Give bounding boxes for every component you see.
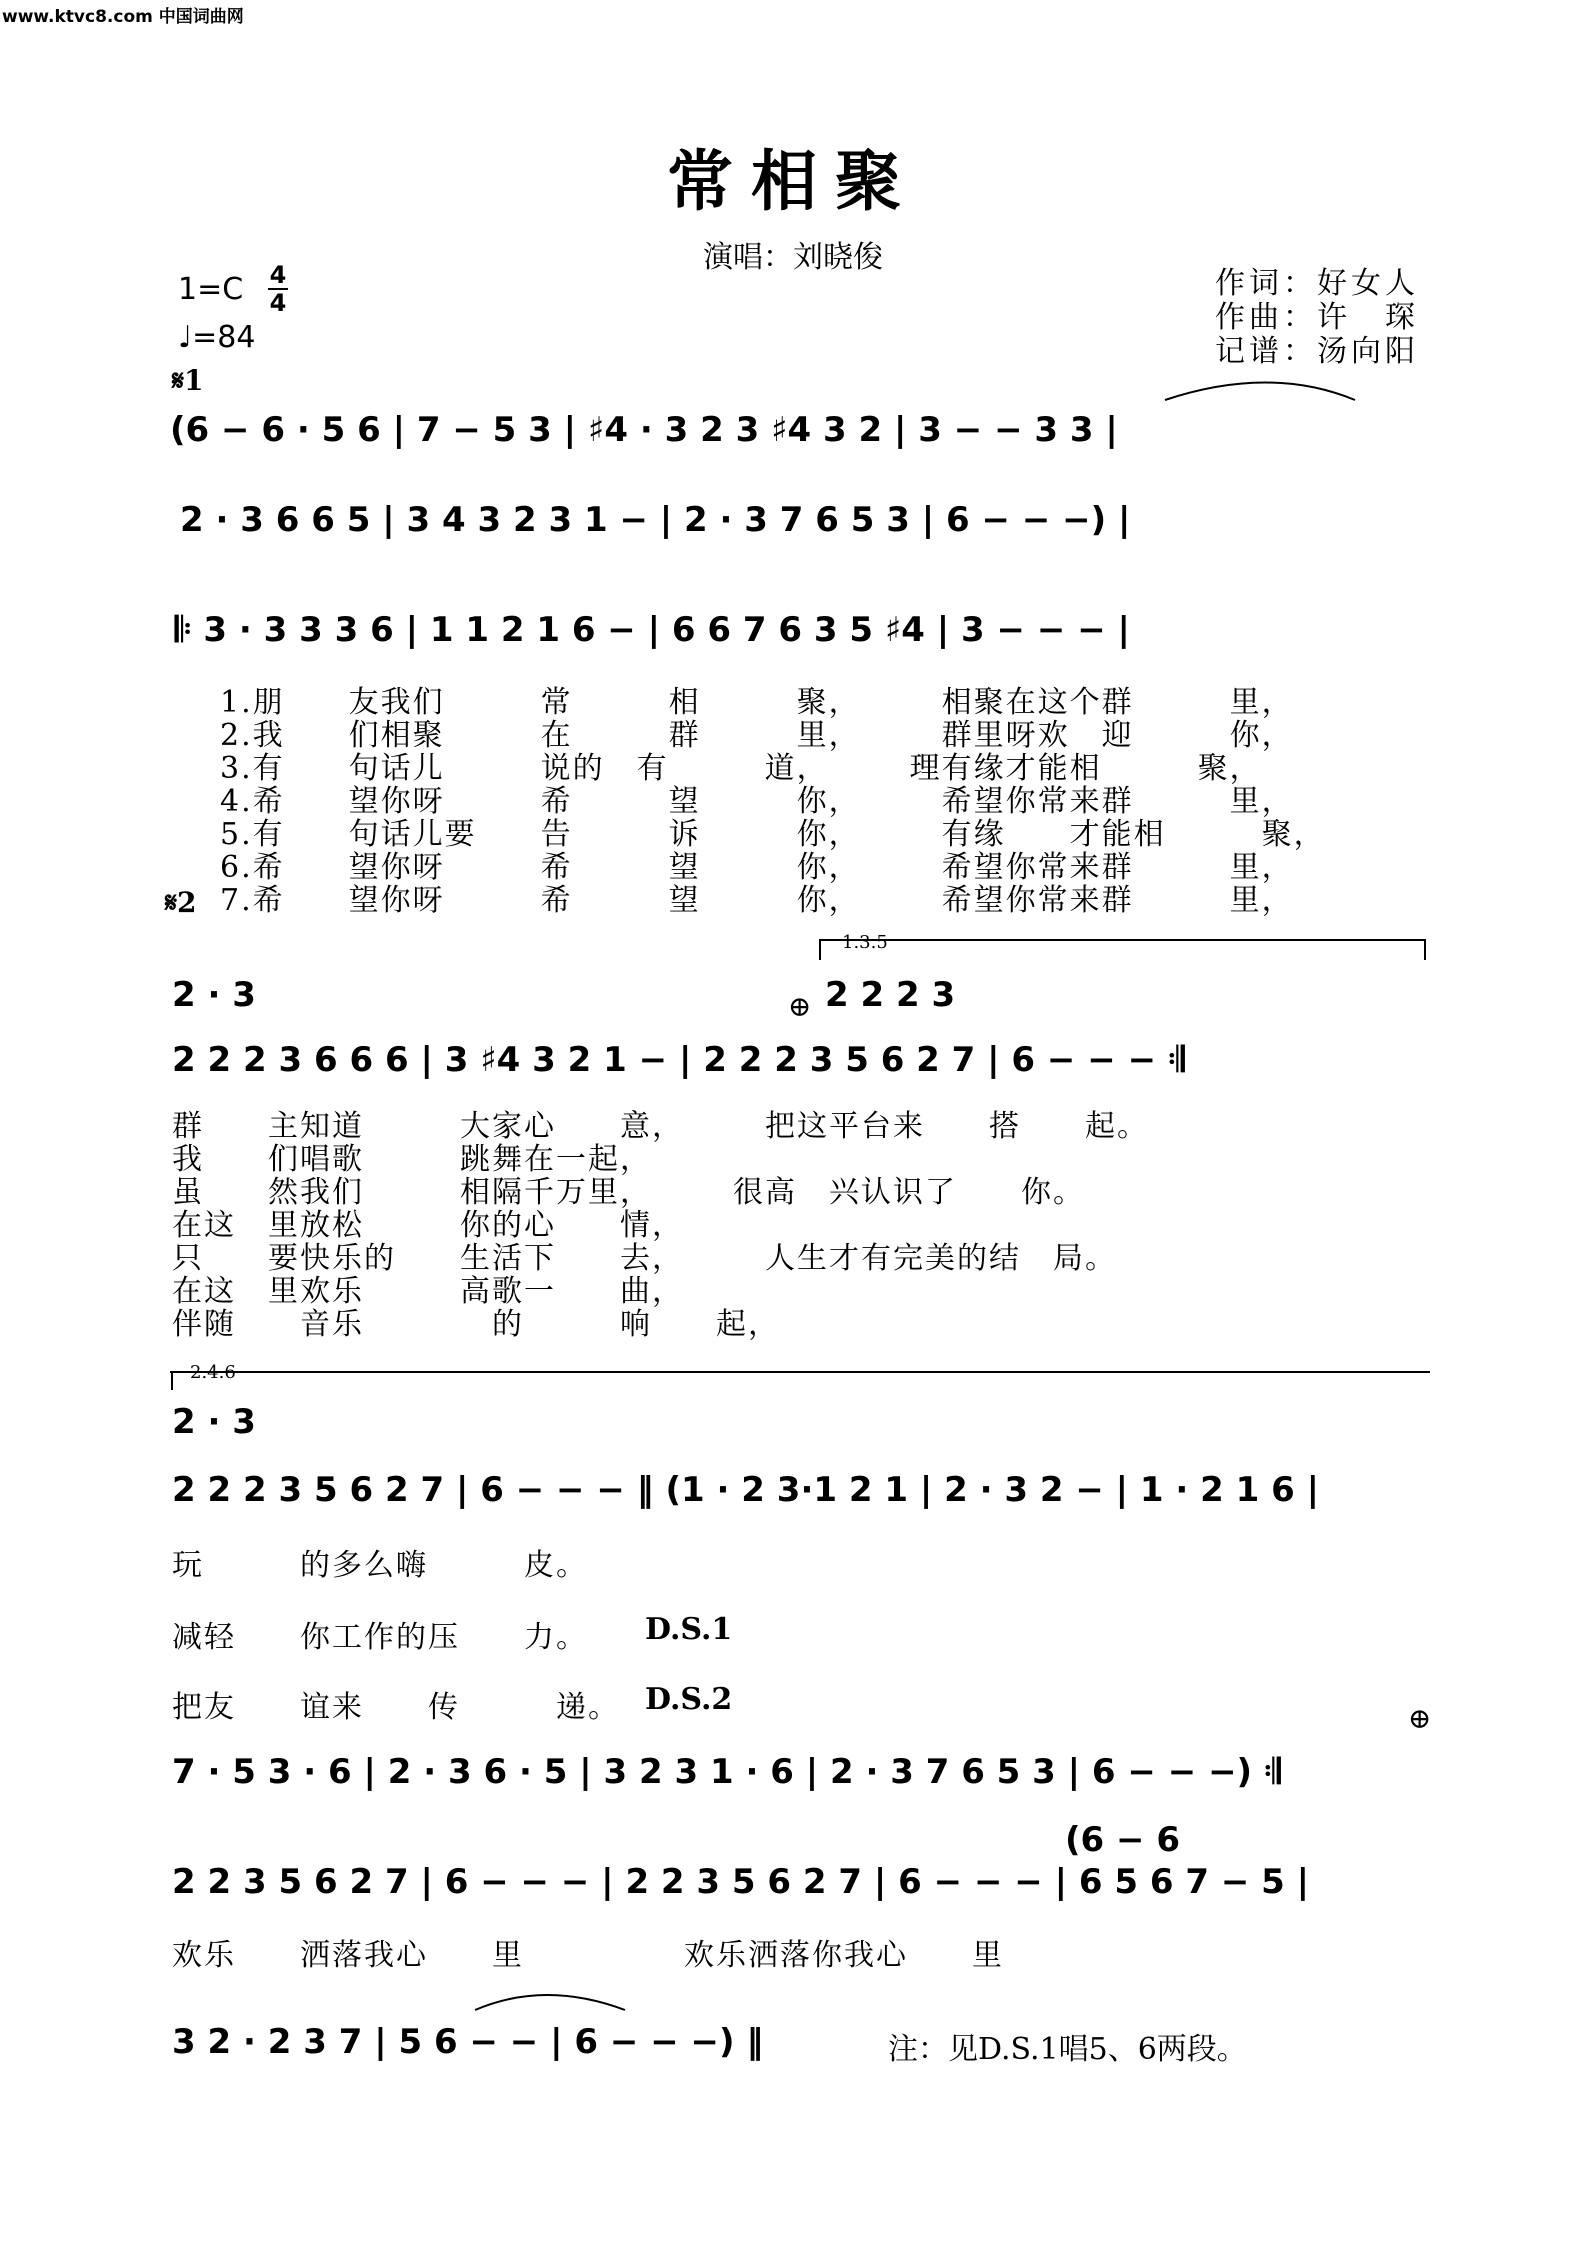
score-row-1: (6 − 6 · 5 6 | 7 − 5 3 | ♯4 · 3 2 3 ♯4 3 2 | 3 − − 3 3 | bbox=[170, 410, 1118, 450]
verse-5: 5.有 句话儿要 告 诉 你， 有缘 才能相 聚， bbox=[220, 817, 1326, 852]
verse-b-6: 在这 里欢乐 高歌一 曲， bbox=[172, 1274, 684, 1309]
score-row-2: 2 · 3 6 6 5 | 3 4 3 2 3 1 − | 2 · 3 7 6 5 3 | 6 − − −) | bbox=[180, 500, 1131, 540]
coda-sign-2: ⊕ bbox=[1408, 1702, 1432, 1735]
score-row-7-upper: (6 − 6 bbox=[1065, 1820, 1181, 1860]
verse-c-3: 把友 谊来 传 递。 bbox=[172, 1690, 620, 1725]
volta-2: 2.4.6 bbox=[190, 1362, 236, 1383]
volta-1: 1.3.5 bbox=[842, 932, 888, 953]
slur-row1 bbox=[1165, 383, 1355, 401]
verse-b-7: 伴随 音乐 的 响 起， bbox=[172, 1307, 780, 1342]
verse-4: 4.希 望你呀 希 望 你， 希望你常来群 里， bbox=[220, 784, 1294, 819]
footnote: 注：见D.S.1唱5、6两段。 bbox=[888, 2032, 1247, 2067]
score-row-3: 𝄆 3 · 3 3 3 6 | 1 1 2 1 6 − | 6 6 7 6 3 5 ♯4 | 3 − − − | bbox=[175, 610, 1130, 650]
composer-credit: 作曲：许 琛 bbox=[1215, 300, 1419, 335]
site-watermark: www.ktvc8.com 中国词曲网 bbox=[2, 7, 244, 27]
ds2-mark: D.S.2 bbox=[645, 1682, 733, 1717]
verse-1: 1.朋 友我们 常 相 聚， 相聚在这个群 里， bbox=[220, 685, 1294, 720]
coda-sign-1: ⊕ bbox=[788, 990, 812, 1023]
verse-b-3: 虽 然我们 相隔千万里， 很高 兴认识了 你。 bbox=[172, 1175, 1085, 1210]
verse-b-2: 我 们唱歌 跳舞在一起， bbox=[172, 1142, 652, 1177]
segno-1: 𝄋1 bbox=[172, 364, 204, 397]
song-title: 常相聚 bbox=[667, 143, 919, 220]
verse-c-2: 减轻 你工作的压 力。 bbox=[172, 1620, 588, 1655]
score-row-5-upper: 2 · 3 bbox=[172, 1402, 256, 1442]
score-row-6: 7 · 5 3 · 6 | 2 · 3 6 · 5 | 3 2 3 1 · 6 | 2 · 3 7 6 5 3 | 6 − − −) 𝄇 bbox=[172, 1752, 1281, 1792]
tempo-mark: ♩=84 bbox=[178, 320, 256, 355]
slur-row8 bbox=[475, 1995, 625, 2010]
verse-7: 7.希 望你呀 希 望 你， 希望你常来群 里， bbox=[220, 883, 1294, 918]
transcriber-credit: 记谱：汤向阳 bbox=[1215, 334, 1419, 369]
lyricist-credit: 作词：好女人 bbox=[1215, 266, 1419, 301]
score-row-4-upper: 2 · 3 bbox=[172, 975, 256, 1015]
volta-1-bracket bbox=[820, 940, 1425, 960]
verse-b-1: 群 主知道 大家心 意， 把这平台来 搭 起。 bbox=[172, 1109, 1149, 1144]
score-row-8: 3 2 · 2 3 7 | 5 6 − − | 6 − − −) ‖ bbox=[172, 2022, 764, 2062]
score-row-4: 2 2 2 3 6 6 6 | 3 ♯4 3 2 1 − | 2 2 2 3 5 6 2 7 | 6 − − − 𝄇 bbox=[172, 1040, 1185, 1080]
key-signature: 1=C bbox=[178, 272, 244, 307]
verse-2: 2.我 们相聚 在 群 里， 群里呀欢 迎 你， bbox=[220, 718, 1294, 753]
verse-6: 6.希 望你呀 希 望 你， 希望你常来群 里， bbox=[220, 850, 1294, 885]
score-row-7: 2 2 3 5 6 2 7 | 6 − − − | 2 2 3 5 6 2 7 | 6 − − − | 6 5 6 7 − 5 | bbox=[172, 1862, 1310, 1902]
coda-lyrics: 欢乐 洒落我心 里 欢乐洒落你我心 里 bbox=[172, 1938, 1004, 1973]
verse-c-1: 玩 的多么嗨 皮。 bbox=[172, 1548, 588, 1583]
segno-2: 𝄋2 bbox=[165, 886, 197, 919]
score-row-4-volta: 2 2 2 3 bbox=[825, 975, 956, 1015]
time-signature: 4 4 bbox=[269, 261, 287, 317]
verse-b-4: 在这 里放松 你的心 情， bbox=[172, 1208, 684, 1243]
performer: 演唱：刘晓俊 bbox=[703, 240, 883, 275]
ds1-mark: D.S.1 bbox=[645, 1612, 733, 1647]
verse-b-5: 只 要快乐的 生活下 去， 人生才有完美的结 局。 bbox=[172, 1241, 1117, 1276]
verse-3: 3.有 句话儿 说的 有 道， 理有缘才能相 聚， bbox=[220, 751, 1262, 786]
score-row-5: 2 2 2 3 5 6 2 7 | 6 − − − ‖ (1 · 2 3·1 2 1 | 2 · 3 2 − | 1 · 2 1 6 | bbox=[172, 1470, 1320, 1510]
